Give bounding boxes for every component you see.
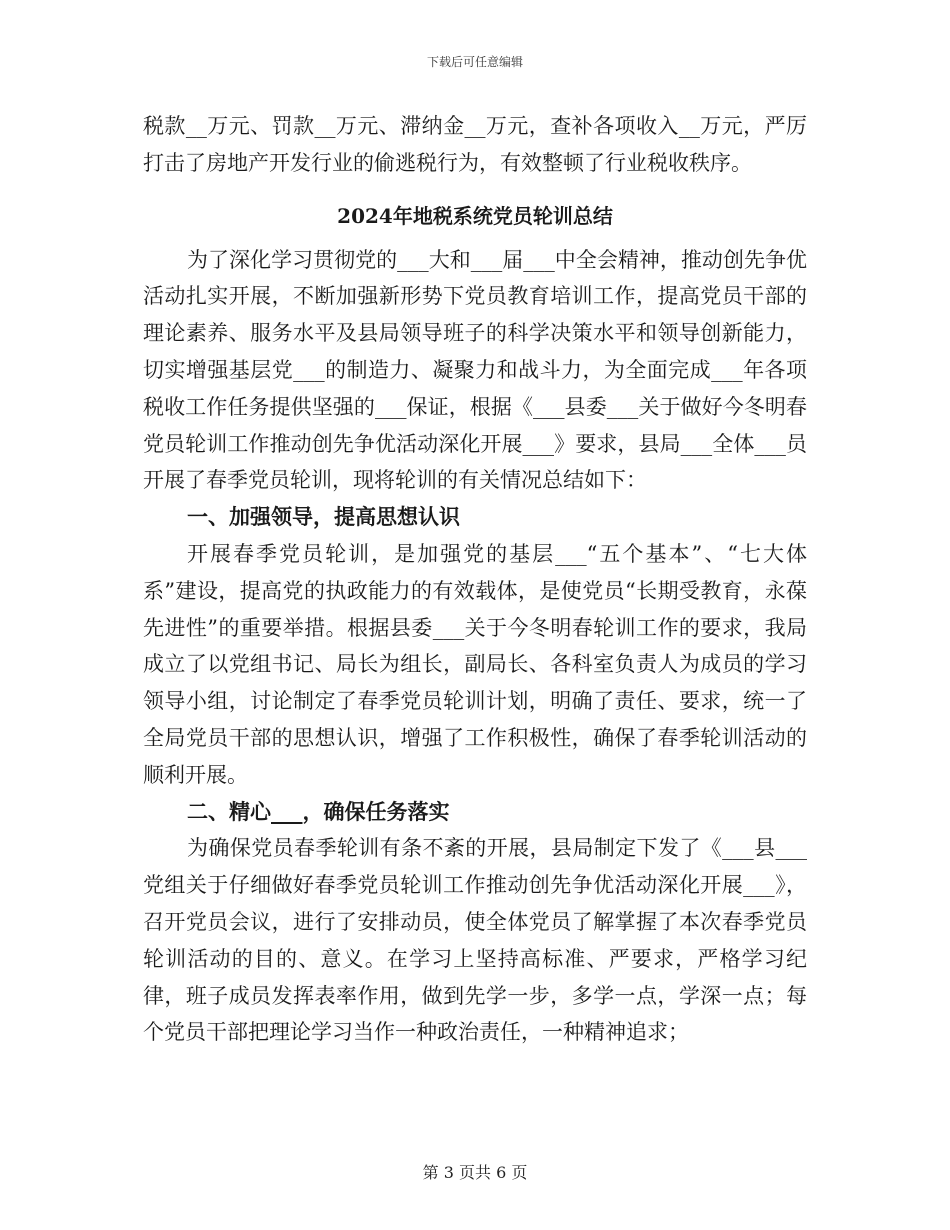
document-body	[143, 108, 807, 1051]
page-header: 下载后可任意编辑	[426, 55, 523, 69]
intro-paragraph: 税款__万元、罚款__万元、滞纳金__万元，查补各项收入__万元，严厉打击了房地产开发行业的偷逃税行为，有效整顿了行业税收秩序。	[143, 114, 807, 175]
section-heading-2: 二、精心___，确保任务落实	[187, 798, 450, 824]
paragraph-1: 为了深化学习贯彻党的___大和___届___中全会精神，推动创先争优活动扎实开展，不断加强新形势下党员教育培训工作，提高党员干部的理论素养、服务水平及县局领导班子的科学决策水平和领导创新能力，切实增强基层党___的制造力、凝聚力和战斗力，为全面完成___年各项税收工作任务提供坚强的___保证，根据《___县委___关于做好今冬明春党员轮训工作推动创先争优活动深化开展___》要求，县局___全体___员开展了春季党员轮训，现将轮训的有关情况总结如下：	[143, 247, 807, 493]
paragraph-3: 为确保党员春季轮训有条不紊的开展，县局制定下发了《___县___党组关于仔细做好春季党员轮训工作推动创先争优活动深化开展___》，召开党员会议，进行了安排动员，使全体党员了解掌握了本次春季党员轮训活动的目的、意义。在学习上坚持高标准、严要求，严格学习纪律，班子成员发挥表率作用，做到先学一步，多学一点，学深一点；每个党员干部把理论学习当作一种政治责任，一种精神追求；	[143, 836, 807, 1045]
document-title: 2024年地税系统党员轮训总结	[337, 203, 613, 228]
paragraph-2: 开展春季党员轮训，是加强党的基层___“五个基本”、“七大体系”建设，提高党的执政能力的有效载体，是使党员“长期受教育，永葆先进性”的重要举措。根据县委___关于今冬明春轮训工作的要求，我局成立了以党组书记、局长为组长，副局长、各科室负责人为成员的学习领导小组，讨论制定了春季党员轮训计划，明确了责任、要求，统一了全局党员干部的思想认识，增强了工作积极性，确保了春季轮训活动的顺利开展。	[143, 541, 807, 787]
section-heading-1: 一、加强领导，提高思想认识	[187, 504, 460, 530]
page-footer: 第 3 页共 6 页	[422, 1163, 528, 1182]
